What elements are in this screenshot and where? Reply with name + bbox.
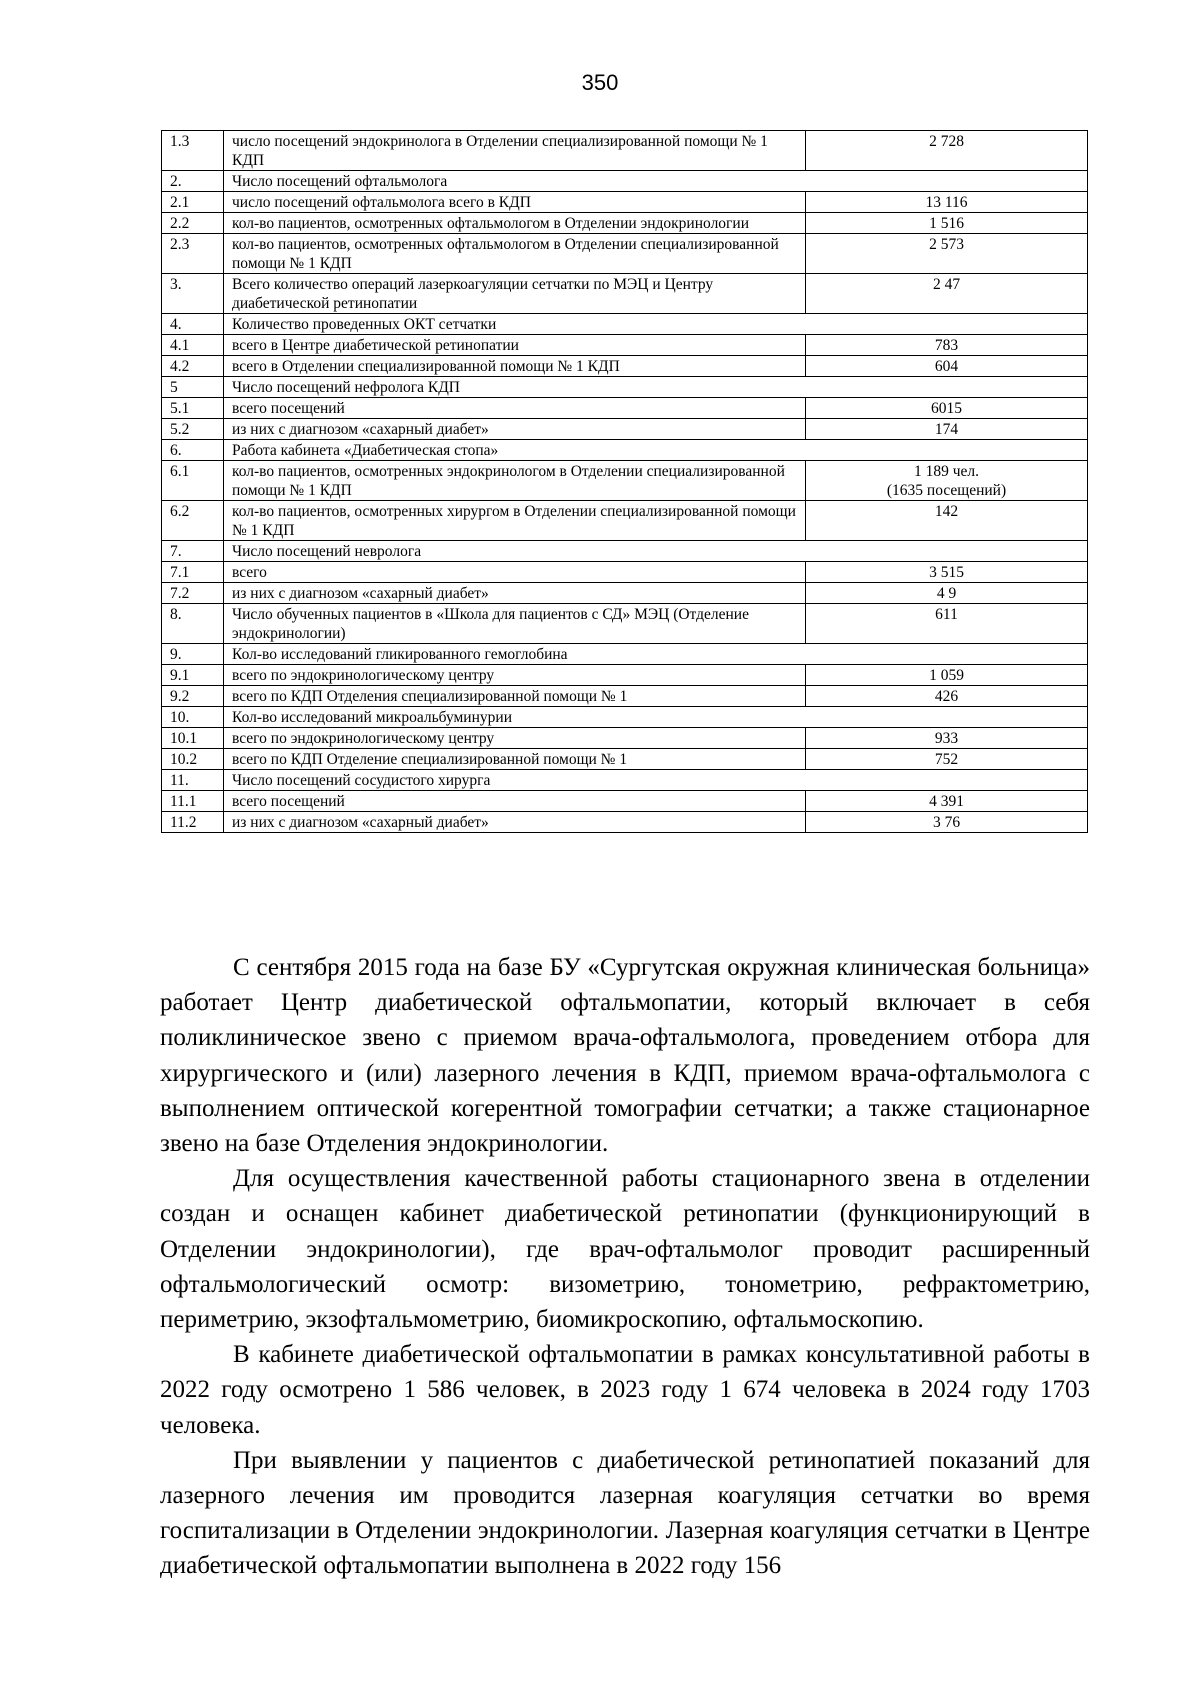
paragraph: При выявлении у пациентов с диабетической ретинопатией показаний для лазерного лечения им проводится лазерная коагуляция сетчатки во время госпитализации в Отделении эндокринологии. Лазерная коагуляция сетчатки в Центре диабетической офтальмопатии выполнена в 2022 году 156 bbox=[160, 1446, 1090, 1580]
row-value-text: 142 bbox=[934, 503, 959, 520]
table-row bbox=[162, 665, 1088, 686]
row-value-text: 4 391 bbox=[929, 793, 964, 810]
row-value bbox=[806, 274, 1088, 314]
row-description: Кол-во исследований микроальбуминурии bbox=[224, 707, 1088, 728]
row-value bbox=[806, 604, 1088, 644]
row-value bbox=[806, 234, 1088, 274]
table-row bbox=[162, 274, 1088, 314]
row-description: всего по эндокринологическому центру bbox=[224, 728, 806, 749]
row-number: 2. bbox=[162, 171, 224, 192]
table-row bbox=[162, 791, 1088, 812]
row-description: Число посещений сосудистого хирурга bbox=[224, 770, 1088, 791]
row-description: Число посещений нефролога КДП bbox=[224, 377, 1088, 398]
row-value-text: 2 47 bbox=[932, 276, 961, 293]
row-number: 5.2 bbox=[162, 419, 224, 440]
table-row bbox=[162, 501, 1088, 541]
table-row bbox=[162, 213, 1088, 234]
table-body bbox=[162, 131, 1088, 833]
table-row bbox=[162, 749, 1088, 770]
row-value-text: 3 515 bbox=[929, 564, 964, 581]
row-value bbox=[806, 791, 1088, 812]
row-value bbox=[806, 728, 1088, 749]
row-value-text: 174 bbox=[934, 421, 959, 438]
table-row bbox=[162, 192, 1088, 213]
row-value-note: (1635 посещений) bbox=[886, 482, 1007, 499]
row-description: кол-во пациентов, осмотренных эндокринологом в Отделении специализированной помощи № 1 КДП bbox=[224, 461, 806, 501]
row-number: 3. bbox=[162, 274, 224, 314]
table-row bbox=[162, 314, 1088, 335]
row-description: Количество проведенных ОКТ сетчатки bbox=[224, 314, 1088, 335]
row-value bbox=[806, 562, 1088, 583]
table-row bbox=[162, 583, 1088, 604]
row-value-text: 611 bbox=[935, 606, 958, 623]
table-row bbox=[162, 604, 1088, 644]
row-description: Работа кабинета «Диабетическая стопа» bbox=[224, 440, 1088, 461]
row-value-text: 1 516 bbox=[929, 215, 964, 232]
row-value-text: 6015 bbox=[931, 400, 962, 417]
row-value-text: 752 bbox=[934, 751, 959, 768]
table-row bbox=[162, 377, 1088, 398]
statistics-table bbox=[161, 130, 1088, 833]
row-value-text: 2 728 bbox=[929, 133, 964, 150]
row-description: Число обученных пациентов в «Школа для пациентов с СД» МЭЦ (Отделение эндокринологии) bbox=[224, 604, 806, 644]
table-row bbox=[162, 644, 1088, 665]
page-number: 350 bbox=[581, 70, 619, 95]
row-value bbox=[806, 356, 1088, 377]
row-description: из них с диагнозом «сахарный диабет» bbox=[224, 583, 806, 604]
row-number: 7.1 bbox=[162, 562, 224, 583]
row-number: 4.1 bbox=[162, 335, 224, 356]
row-description: всего посещений bbox=[224, 398, 806, 419]
row-description: число посещений офтальмолога всего в КДП bbox=[224, 192, 806, 213]
row-value bbox=[806, 398, 1088, 419]
row-description: всего по КДП Отделения специализированной помощи № 1 bbox=[224, 686, 806, 707]
row-number: 6. bbox=[162, 440, 224, 461]
table-row bbox=[162, 440, 1088, 461]
row-value bbox=[806, 192, 1088, 213]
table-row bbox=[162, 131, 1088, 171]
row-number: 7. bbox=[162, 541, 224, 562]
row-value bbox=[806, 131, 1088, 171]
row-description: Кол-во исследований гликированного гемоглобина bbox=[224, 644, 1088, 665]
row-value bbox=[806, 501, 1088, 541]
row-description: Число посещений невролога bbox=[224, 541, 1088, 562]
row-description: из них с диагнозом «сахарный диабет» bbox=[224, 812, 806, 833]
paragraph: Для осуществления качественной работы стационарного звена в отделении создан и оснащен кабинет диабетической ретинопатии (функционирующий в Отделении эндокринологии), где врач-офтальмолог проводит расширенный офтальмологический осмотр: визометрию, тонометрию, рефрактометрию, периметрию, экзофтальмометрию, биомикроскопию, офтальмоскопию. bbox=[160, 1165, 1090, 1334]
row-value bbox=[806, 749, 1088, 770]
row-number: 2.2 bbox=[162, 213, 224, 234]
table-row bbox=[162, 728, 1088, 749]
table-row bbox=[162, 541, 1088, 562]
row-number: 11. bbox=[162, 770, 224, 791]
row-value-text: 1 059 bbox=[929, 667, 964, 684]
row-value bbox=[806, 419, 1088, 440]
row-description: всего bbox=[224, 562, 806, 583]
row-number: 9. bbox=[162, 644, 224, 665]
body-text bbox=[160, 950, 1090, 1584]
row-description: всего в Центре диабетической ретинопатии bbox=[224, 335, 806, 356]
row-description: кол-во пациентов, осмотренных хирургом в Отделении специализированной помощи № 1 КДП bbox=[224, 501, 806, 541]
row-number: 4. bbox=[162, 314, 224, 335]
row-number: 8. bbox=[162, 604, 224, 644]
row-number: 5 bbox=[162, 377, 224, 398]
row-value bbox=[806, 335, 1088, 356]
row-value bbox=[806, 812, 1088, 833]
row-value-text: 933 bbox=[934, 730, 959, 747]
row-value bbox=[806, 583, 1088, 604]
row-description: всего по эндокринологическому центру bbox=[224, 665, 806, 686]
row-number: 11.2 bbox=[162, 812, 224, 833]
row-number: 9.1 bbox=[162, 665, 224, 686]
paragraph: В кабинете диабетической офтальмопатии в рамках консультативной работы в 2022 году осмотрено 1 586 человек, в 2023 году 1 674 человека в 2024 году 1703 человека. bbox=[160, 1341, 1090, 1439]
row-description: всего в Отделении специализированной помощи № 1 КДП bbox=[224, 356, 806, 377]
row-number: 2.3 bbox=[162, 234, 224, 274]
paragraph: С сентября 2015 года на базе БУ «Сургутская окружная клиническая больница» работает Центр диабетической офтальмопатии, который включает в себя поликлиническое звено с приемом врача-офтальмолога, проведением отбора для хирургического и (или) лазерного лечения в КДП, приемом врача-офтальмолога с выполнением оптической когерентной томографии сетчатки; а также стационарное звено на базе Отделения эндокринологии. bbox=[160, 954, 1090, 1158]
table-row bbox=[162, 171, 1088, 192]
row-number: 7.2 bbox=[162, 583, 224, 604]
table-row bbox=[162, 686, 1088, 707]
row-number: 1.3 bbox=[162, 131, 224, 171]
table-row bbox=[162, 356, 1088, 377]
row-number: 11.1 bbox=[162, 791, 224, 812]
row-value-text: 783 bbox=[934, 337, 959, 354]
table-row bbox=[162, 812, 1088, 833]
row-number: 9.2 bbox=[162, 686, 224, 707]
row-value-text: 604 bbox=[934, 358, 959, 375]
row-description: число посещений эндокринолога в Отделении специализированной помощи № 1 КДП bbox=[224, 131, 806, 171]
row-value-text: 3 76 bbox=[932, 814, 961, 831]
row-description: всего по КДП Отделение специализированной помощи № 1 bbox=[224, 749, 806, 770]
row-value bbox=[806, 686, 1088, 707]
row-description: Число посещений офтальмолога bbox=[224, 171, 1088, 192]
row-number: 10. bbox=[162, 707, 224, 728]
row-number: 10.2 bbox=[162, 749, 224, 770]
table-row bbox=[162, 398, 1088, 419]
table-row bbox=[162, 234, 1088, 274]
row-value-text: 2 573 bbox=[929, 236, 964, 253]
row-description: всего посещений bbox=[224, 791, 806, 812]
row-value bbox=[806, 665, 1088, 686]
row-value-text: 1 189 чел. bbox=[913, 463, 980, 480]
table-row bbox=[162, 419, 1088, 440]
row-value bbox=[806, 213, 1088, 234]
table-row bbox=[162, 707, 1088, 728]
row-description: кол-во пациентов, осмотренных офтальмологом в Отделении эндокринологии bbox=[224, 213, 806, 234]
row-description: из них с диагнозом «сахарный диабет» bbox=[224, 419, 806, 440]
row-value-text: 13 116 bbox=[925, 194, 968, 211]
row-number: 5.1 bbox=[162, 398, 224, 419]
row-number: 6.1 bbox=[162, 461, 224, 501]
table-row bbox=[162, 562, 1088, 583]
table-row bbox=[162, 770, 1088, 791]
row-number: 10.1 bbox=[162, 728, 224, 749]
table-row bbox=[162, 461, 1088, 501]
row-value-text: 4 9 bbox=[936, 585, 957, 602]
row-number: 6.2 bbox=[162, 501, 224, 541]
row-number: 2.1 bbox=[162, 192, 224, 213]
table-row bbox=[162, 335, 1088, 356]
row-value bbox=[806, 461, 1088, 501]
row-description: Всего количество операций лазеркоагуляции сетчатки по МЭЦ и Центру диабетической ретинопатии bbox=[224, 274, 806, 314]
row-value-text: 426 bbox=[934, 688, 959, 705]
row-number: 4.2 bbox=[162, 356, 224, 377]
row-description: кол-во пациентов, осмотренных офтальмологом в Отделении специализированной помощи № 1 КДП bbox=[224, 234, 806, 274]
